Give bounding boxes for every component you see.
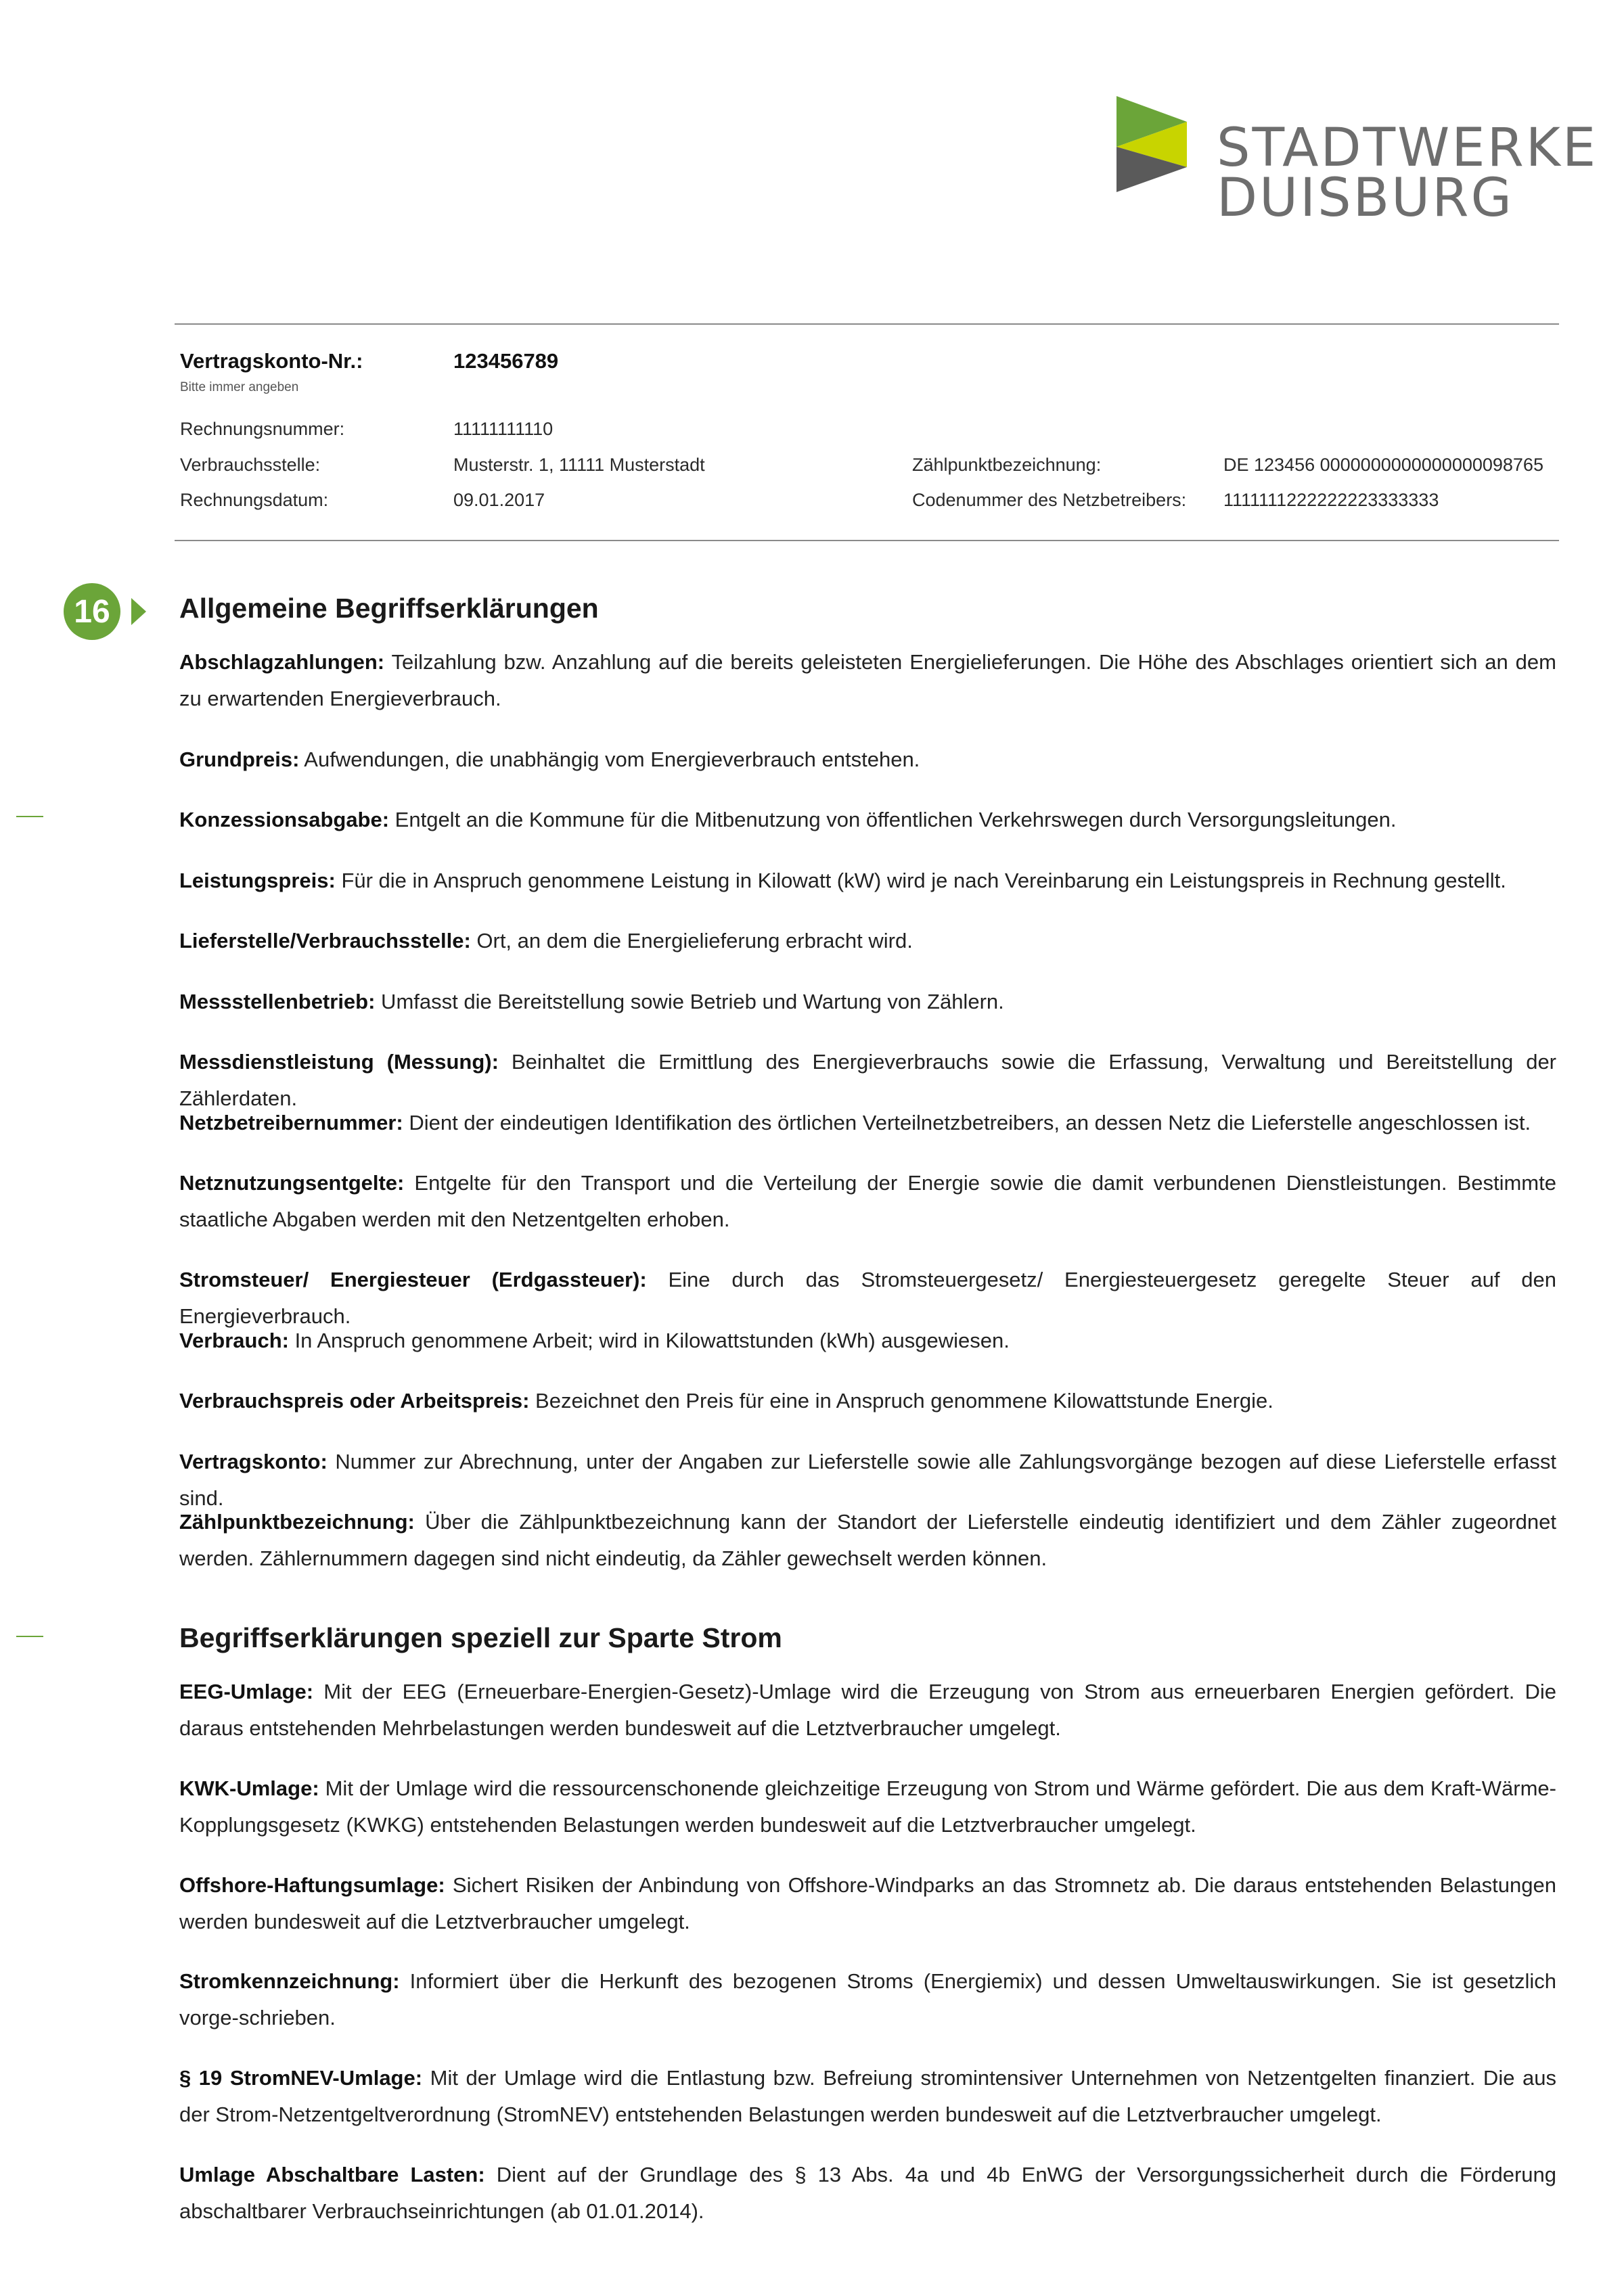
account-value: 123456789 [453, 349, 559, 373]
definition-term: Offshore-Haftungsumlage: [179, 1873, 445, 1897]
definition-term: Verbrauchspreis oder Arbeitspreis: [179, 1389, 530, 1413]
definition-item [179, 1383, 1556, 1419]
definition-item [179, 644, 1556, 717]
definition-item [179, 741, 1556, 778]
definition-term: Abschlagzahlungen: [179, 650, 385, 674]
network-operator-value: 1111111222222223333333 [1223, 490, 1439, 510]
consumption-site-value: Musterstr. 1, 11111 Musterstadt [453, 455, 705, 475]
definition-item [179, 2060, 1556, 2133]
account-label: Vertragskonto-Nr.: [180, 349, 363, 373]
invoice-date-label: Rechnungsdatum: [180, 490, 329, 510]
invoice-date-value: 09.01.2017 [453, 490, 545, 510]
company-logo [1116, 96, 1598, 229]
definition-term: Grundpreis: [179, 748, 300, 771]
definition-term: Leistungspreis: [179, 869, 336, 892]
definition-text: Beinhaltet die Ermittlung des Energieverbrauchs sowie die Erfassung, Verwaltung und Bereitstellung der Zählerdaten. [179, 1050, 1557, 1110]
definition-term: Verbrauch: [179, 1329, 289, 1352]
definition-term: Messdienstleistung (Messung): [179, 1050, 499, 1074]
definition-text: Eine durch das Stromsteuergesetz/ Energiesteuergesetz geregelte Steuer auf den Energieverbrauch. [179, 1268, 1556, 1328]
logo-text-line1: STADTWERKE [1217, 118, 1598, 179]
definition-text: Entgelt an die Kommune für die Mitbenutzung von öffentlichen Verkehrswegen durch Versorgungsleitungen. [389, 808, 1397, 831]
account-hint: Bitte immer angeben [180, 380, 299, 394]
definition-item [179, 863, 1556, 899]
definition-item [179, 1963, 1556, 2036]
margin-fold-mark [16, 1636, 43, 1637]
definition-item [179, 1674, 1556, 1747]
definition-term: Zählpunktbezeichnung: [179, 1510, 415, 1534]
definition-item [179, 984, 1556, 1020]
definition-text: Entgelte für den Transport und die Verteilung der Energie sowie die damit verbundenen Dienstleistungen. Bestimmte staatliche Abgaben werden mit den Netzentgelten erhoben. [179, 1171, 1556, 1231]
definition-item [179, 1323, 1556, 1359]
section-heading-general: Allgemeine Begriffserklärungen [179, 593, 599, 624]
margin-fold-mark [16, 816, 43, 817]
definition-text: Dient auf der Grundlage des § 13 Abs. 4a und 4b EnWG der Versorgungssicherheit durch die Förderung abschaltbarer Verbrauchseinrichtungen (ab 01.01.2014). [179, 2163, 1556, 2223]
definition-term: Stromkennzeichnung: [179, 1969, 400, 1993]
section-heading-electricity: Begriffserklärungen speziell zur Sparte Strom [179, 1622, 782, 1653]
logo-mark-icon [1116, 96, 1191, 198]
definition-text: Mit der Umlage wird die Entlastung bzw. Befreiung stromintensiver Unternehmen von Netzentgelten finanziert. Die aus der Strom-Netzentgeltverordnung (StromNEV) entstehenden Belastungen werden bundesweit auf die Letztverbraucher umgelegt. [179, 2066, 1556, 2126]
definition-item [179, 2157, 1556, 2230]
definition-item [179, 1770, 1556, 1843]
definition-term: Netznutzungsentgelte: [179, 1171, 405, 1195]
definition-text: Umfasst die Bereitstellung sowie Betrieb und Wartung von Zählern. [375, 990, 1004, 1013]
meter-point-label: Zählpunktbezeichnung: [912, 455, 1102, 475]
definition-text: Bezeichnet den Preis für eine in Anspruch genommene Kilowattstunde Energie. [529, 1389, 1273, 1413]
definition-term: Vertragskonto: [179, 1450, 328, 1473]
definition-text: Aufwendungen, die unabhängig vom Energieverbrauch entstehen. [299, 748, 920, 771]
definition-term: Messstellenbetrieb: [179, 990, 376, 1013]
definition-text: Nummer zur Abrechnung, unter der Angaben zur Lieferstelle sowie alle Zahlungsvorgänge bezogen auf diese Lieferstelle erfasst sind. [179, 1450, 1556, 1510]
section-number-badge: 16 [64, 583, 120, 640]
definition-text: Mit der EEG (Erneuerbare-Energien-Gesetz)-Umlage wird die Erzeugung von Strom aus erneuerbaren Energien gefördert. Die daraus entstehenden Mehrbelastungen werden bundesweit auf die Letztverbraucher umgelegt. [179, 1680, 1556, 1740]
definition-text: Dient der eindeutigen Identifikation des örtlichen Verteilnetzbetreibers, an dessen Netz die Lieferstelle angeschlossen ist. [403, 1111, 1531, 1134]
definition-term: KWK-Umlage: [179, 1776, 319, 1800]
invoice-number-value: 11111111110 [453, 419, 554, 439]
definition-text: Für die in Anspruch genommene Leistung in Kilowatt (kW) wird je nach Vereinbarung ein Leistungspreis in Rechnung gestellt. [335, 869, 1506, 892]
logo-text-line2: DUISBURG [1217, 168, 1514, 229]
definition-item [179, 1165, 1556, 1238]
invoice-number-label: Rechnungsnummer: [180, 419, 345, 439]
definition-item [179, 1867, 1556, 1940]
meter-point-value: DE 123456 0000000000000000098765 [1223, 455, 1543, 475]
network-operator-label: Codenummer des Netzbetreibers: [912, 490, 1187, 510]
definition-term: Konzessionsabgabe: [179, 808, 390, 831]
definition-item [179, 1504, 1556, 1577]
definition-item [179, 923, 1556, 959]
definition-term: Lieferstelle/Verbrauchsstelle: [179, 929, 471, 952]
definition-item [179, 802, 1556, 838]
definition-text: Sichert Risiken der Anbindung von Offshore-Windparks an das Stromnetz ab. Die daraus entstehenden Belastungen werden bundesweit auf die Letztverbraucher umgelegt. [179, 1873, 1556, 1933]
definition-text: Über die Zählpunktbezeichnung kann der Standort der Lieferstelle eindeutig identifiziert und dem Zähler zugeordnet werden. Zählernummern dagegen sind nicht eindeutig, da Zähler gewechselt werden können. [179, 1510, 1556, 1570]
consumption-site-label: Verbrauchsstelle: [180, 455, 321, 475]
definition-text: In Anspruch genommene Arbeit; wird in Kilowattstunden (kWh) ausgewiesen. [288, 1329, 1010, 1352]
header-top-rule [175, 323, 1559, 325]
definition-term: EEG-Umlage: [179, 1680, 314, 1703]
definition-text: Ort, an dem die Energielieferung erbracht wird. [470, 929, 913, 952]
section-arrow-icon [131, 598, 146, 625]
header-bottom-rule [175, 540, 1559, 541]
definition-text: Teilzahlung bzw. Anzahlung auf die bereits geleisteten Energielieferungen. Die Höhe des Abschlages orientiert sich an dem zu erwartenden Energieverbrauch. [179, 650, 1556, 710]
definition-term: Umlage Abschaltbare Lasten: [179, 2163, 485, 2186]
definition-term: § 19 StromNEV-Umlage: [179, 2066, 423, 2090]
definition-term: Stromsteuer/ Energiesteuer (Erdgassteuer): [179, 1268, 647, 1291]
definition-item [179, 1105, 1556, 1141]
definition-term: Netzbetreibernummer: [179, 1111, 403, 1134]
definition-text: Informiert über die Herkunft des bezogenen Stroms (Energiemix) und dessen Umweltauswirkungen. Sie ist gesetzlich vorge-schrieben. [179, 1969, 1556, 2029]
definition-text: Mit der Umlage wird die ressourcenschonende gleichzeitige Erzeugung von Strom und Wärme gefördert. Die aus dem Kraft-Wärme-Kopplungsgesetz (KWKG) entstehenden Belastungen werden bundesweit auf die Letztverbraucher umgelegt. [179, 1776, 1556, 1837]
